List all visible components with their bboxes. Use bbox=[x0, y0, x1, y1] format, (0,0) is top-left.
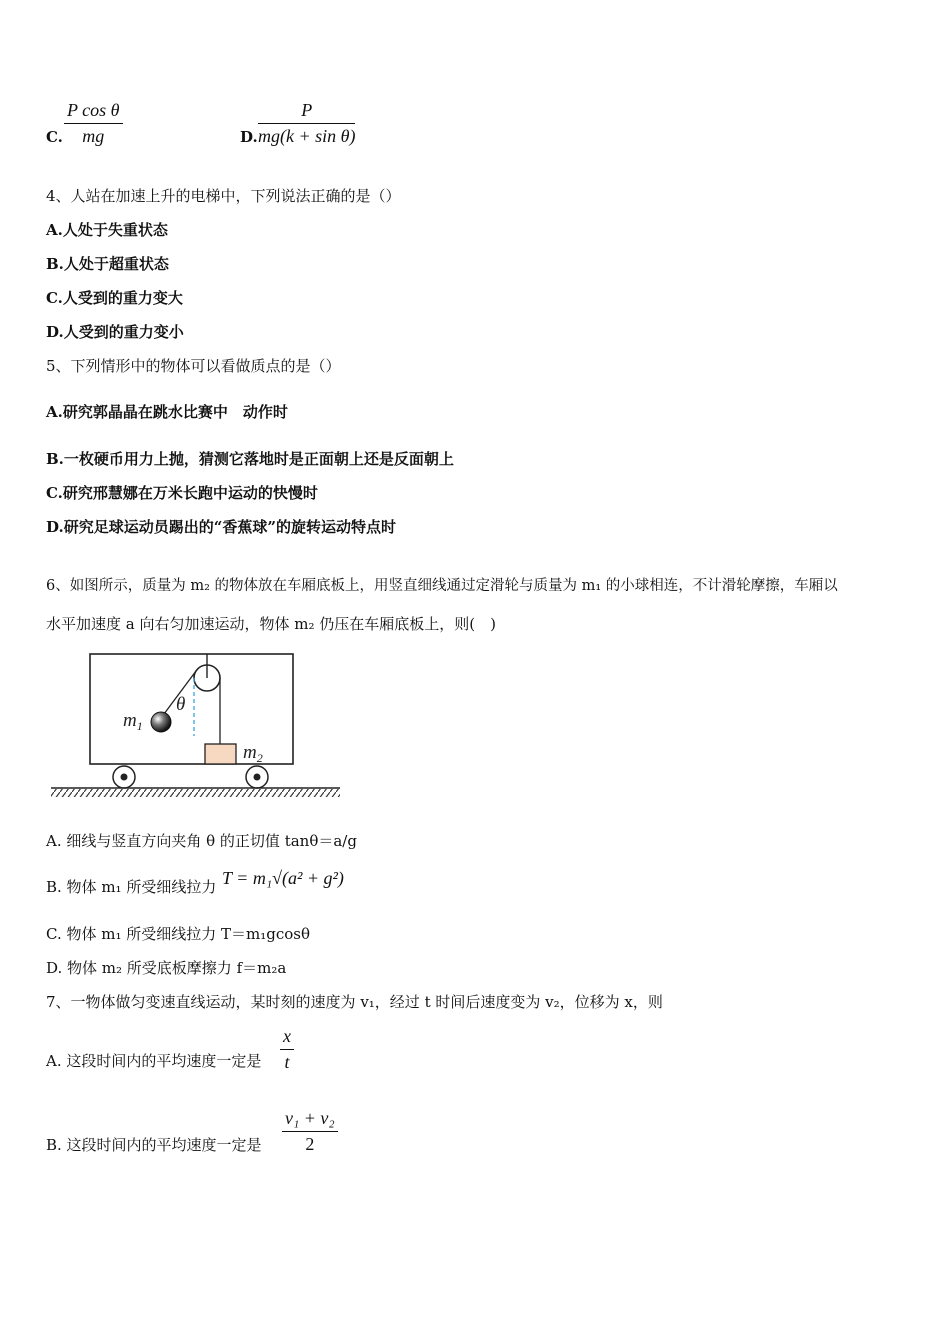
q4-option-b: B.人处于超重状态 bbox=[46, 255, 169, 273]
q6-option-b-formula: T = m₁√(a² + g²) bbox=[222, 868, 344, 888]
q4-option-a: A.人处于失重状态 bbox=[46, 221, 168, 239]
q3-option-d-denominator: mg(k + sin θ) bbox=[258, 126, 356, 146]
q4-stem: 4、人站在加速上升的电梯中，下列说法正确的是（） bbox=[46, 187, 401, 205]
q7-option-a-formula bbox=[280, 1026, 294, 1073]
q3-option-c-denominator: mg bbox=[82, 126, 105, 146]
q7-option-a-text: A. 这段时间内的平均速度一定是 bbox=[46, 1052, 262, 1070]
q3-option-c-label: C. bbox=[46, 128, 63, 146]
label-m1: $m_1$ bbox=[123, 710, 143, 733]
q4-option-d: D.人受到的重力变小 bbox=[46, 323, 184, 341]
q7-option-b-formula bbox=[282, 1108, 338, 1155]
label-m2: $m_2$ bbox=[243, 742, 263, 765]
q7-option-b-denominator: 2 bbox=[305, 1134, 315, 1154]
q5-option-d: D.研究足球运动员踢出的“香蕉球”的旋转运动特点时 bbox=[46, 518, 396, 536]
q6-option-d: D. 物体 m₂ 所受底板摩擦力 f＝m₂a bbox=[46, 959, 287, 977]
q7-stem: 7、一物体做匀变速直线运动，某时刻的速度为 v₁，经过 t 时间后速度变为 v₂，位移为 x，则 bbox=[46, 993, 663, 1011]
q3-option-d-label: D. bbox=[240, 128, 258, 146]
ground-hatch bbox=[51, 789, 340, 797]
q6-stem-line2: 水平加速度 a 向右匀加速运动，物体 m₂ 仍压在车厢底板上，则( ) bbox=[46, 615, 496, 633]
block-m2 bbox=[205, 744, 236, 764]
q5-option-c: C.研究邢慧娜在万米长跑中运动的快慢时 bbox=[46, 484, 318, 502]
q7-option-a-denominator: t bbox=[284, 1052, 290, 1072]
label-theta: θ bbox=[176, 694, 186, 715]
q3-option-c-formula bbox=[64, 100, 123, 147]
q7-option-b-numerator: v₁ + v₂ bbox=[285, 1108, 335, 1128]
q5-stem: 5、下列情形中的物体可以看做质点的是（） bbox=[46, 357, 341, 375]
q6-option-b bbox=[46, 876, 216, 898]
q5-option-b: B.一枚硬币用力上抛，猜测它落地时是正面朝上还是反面朝上 bbox=[46, 450, 454, 468]
car-body bbox=[90, 654, 293, 764]
q6-option-c: C. 物体 m₁ 所受细线拉力 T＝m₁gcosθ bbox=[46, 925, 311, 943]
q3-option-c-numerator: P cos θ bbox=[67, 100, 120, 120]
q6-option-a: A. 细线与竖直方向夹角 θ 的正切值 tanθ＝a/g bbox=[46, 832, 357, 850]
q6-option-b-text: B. 物体 m₁ 所受细线拉力 bbox=[46, 878, 217, 896]
q5-option-a: A.研究郭晶晶在跳水比赛中 动作时 bbox=[46, 403, 288, 421]
q7-option-a-numerator: x bbox=[283, 1026, 291, 1046]
ball-m1 bbox=[151, 712, 171, 732]
q3-option-d-formula bbox=[258, 100, 355, 147]
q6-stem-line1: 6、如图所示，质量为 m₂ 的物体放在车厢底板上，用竖直细线通过定滑轮与质量为 m₁ 的小球相连，不计滑轮摩擦，车厢以 bbox=[46, 578, 838, 594]
q7-option-b-text: B. 这段时间内的平均速度一定是 bbox=[46, 1136, 262, 1154]
q6-figure bbox=[48, 648, 348, 798]
q4-option-c: C.人受到的重力变大 bbox=[46, 289, 183, 307]
q3-option-d-numerator: P bbox=[301, 100, 313, 120]
